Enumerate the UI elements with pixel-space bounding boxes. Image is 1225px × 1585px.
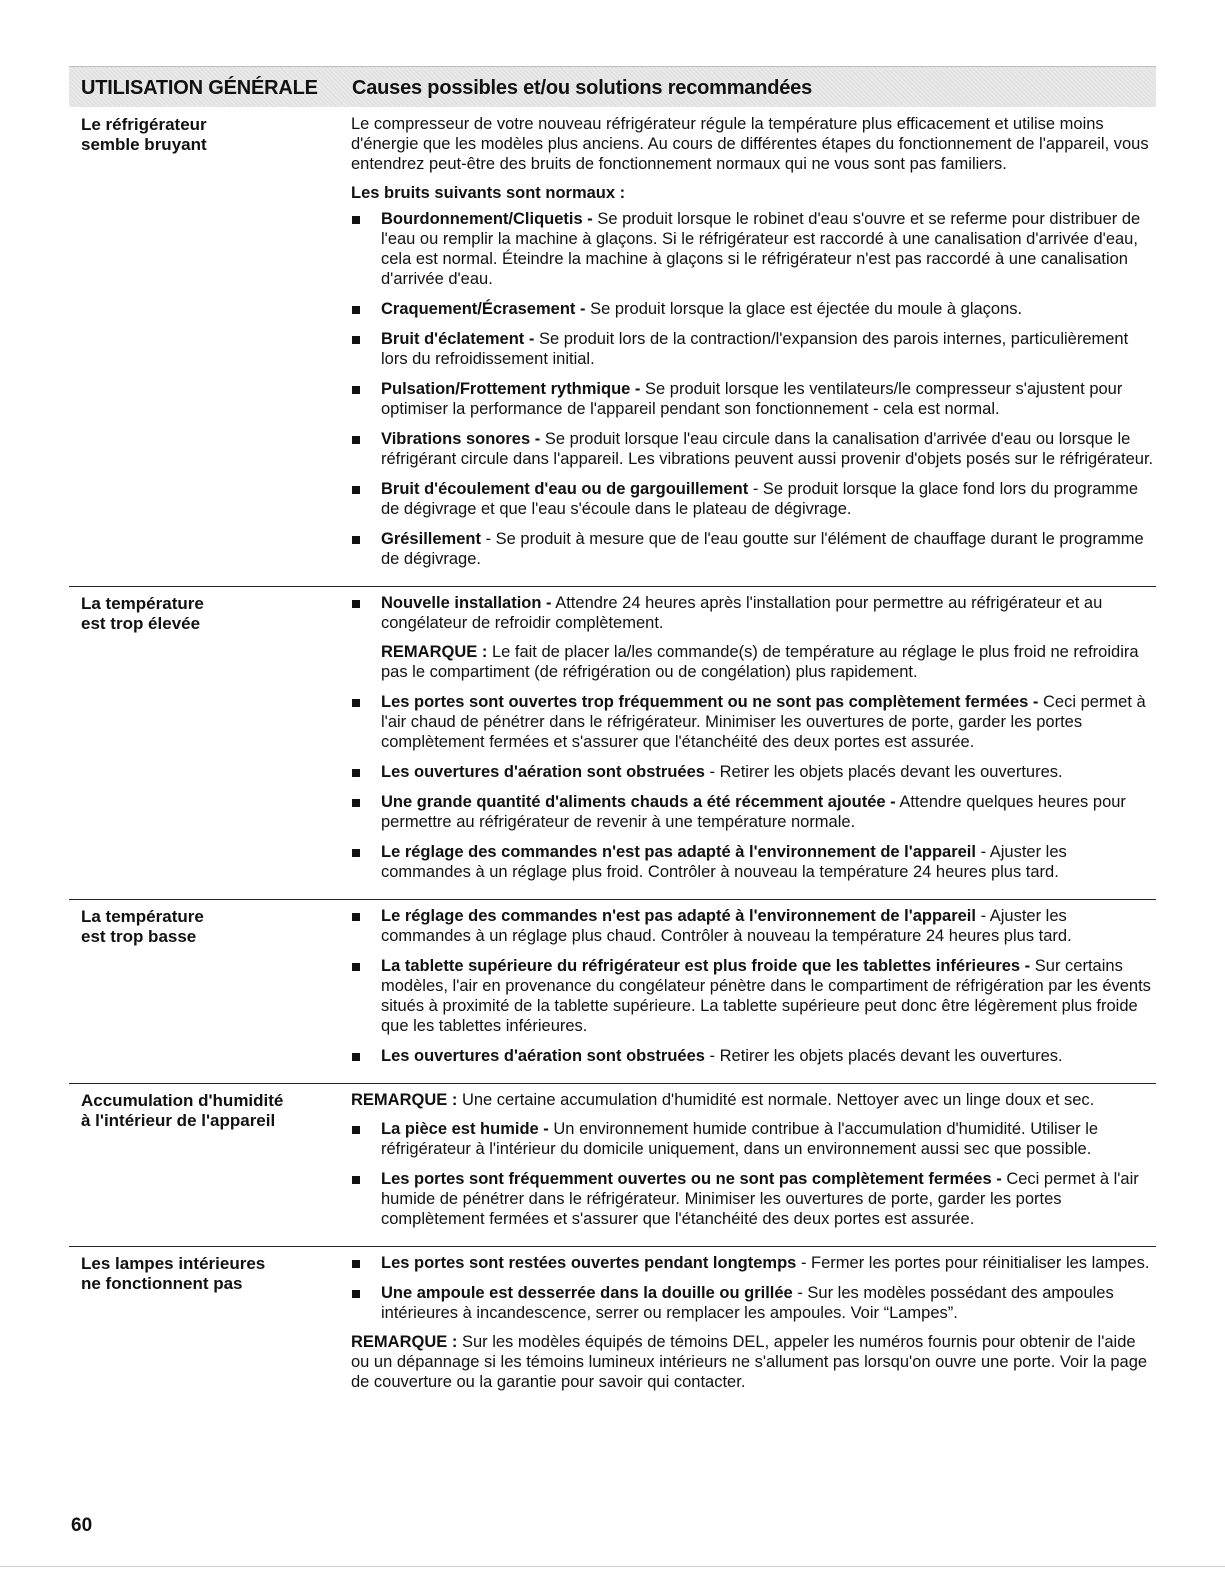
bullet-term: Le réglage des commandes n'est pas adapté à l'environnement de l'appareil xyxy=(381,843,976,861)
bullet-item xyxy=(351,529,1156,569)
bullet-text: Un environnement humide contribue à l'accumulation d'humidité. Utiliser le réfrigérateur à l'intérieur du domicile uniquement, dans un environnement aussi sec que possible. xyxy=(381,1120,1099,1158)
bullet-term: Bruit d'écoulement d'eau ou de gargouillement xyxy=(381,480,749,498)
bullet-list xyxy=(351,906,1156,1066)
problem-title xyxy=(81,594,341,634)
bullet-item xyxy=(351,1283,1156,1323)
note-text: Sur les modèles équipés de témoins DEL, appeler les numéros fournis pour obtenir de l'aide ou un dépannage si les témoins lumineux intérieurs ne s'allument pas lorsqu'on ouvre une porte. Voir la page de couverture ou la garantie pour savoir qui contacter. xyxy=(351,1333,1148,1391)
bullet-item xyxy=(351,479,1156,519)
bullet-text: Se produit lors de la contraction/l'expansion des parois internes, particulièrement lors du refroidissement initial. xyxy=(381,330,1129,368)
note-paragraph xyxy=(351,1332,1156,1392)
bullet-item xyxy=(351,842,1156,882)
bullet-item xyxy=(351,1119,1156,1159)
bullet-term: Les portes sont ouvertes trop fréquemment ou ne sont pas complètement fermées - xyxy=(381,693,1039,711)
bullet-term: Pulsation/Frottement rythmique - xyxy=(381,380,641,398)
problem-title-line: à l'intérieur de l'appareil xyxy=(81,1111,276,1130)
solution-column xyxy=(351,1090,1156,1238)
bullet-term: Le réglage des commandes n'est pas adapté à l'environnement de l'appareil xyxy=(381,907,976,925)
bullet-term: Nouvelle installation - xyxy=(381,594,552,612)
note-text: Le fait de placer la/les commande(s) de température au réglage le plus froid ne refroidira pas le compartiment (de réfrigération ou de congélation) plus rapidement. xyxy=(381,643,1139,681)
bullet-item xyxy=(351,906,1156,946)
bullet-text: Se produit lorsque la glace est éjectée du moule à glaçons. xyxy=(590,300,1023,318)
bullet-text: Ceci permet à l'air chaud de pénétrer dans le réfrigérateur. Minimiser les ouvertures de porte, garder les portes complètement fermées et s'assurer que l'étanchéité des deux portes est assurée. xyxy=(381,693,1146,751)
bullet-item xyxy=(351,593,1156,633)
bullet-term: Vibrations sonores - xyxy=(381,430,541,448)
bullet-item xyxy=(351,379,1156,419)
problem-section xyxy=(69,108,1156,586)
problem-title-line: est trop élevée xyxy=(81,614,201,633)
note-paragraph xyxy=(351,642,1156,682)
bullet-item xyxy=(351,792,1156,832)
bullet-item xyxy=(351,329,1156,369)
problem-title-line: est trop basse xyxy=(81,927,197,946)
bullet-text: - Retirer les objets placés devant les ouvertures. xyxy=(709,1047,1063,1065)
bottom-divider xyxy=(0,1566,1225,1567)
solution-column xyxy=(351,1253,1156,1392)
bullet-term: Une ampoule est desserrée dans la douille ou grillée xyxy=(381,1284,793,1302)
bullet-item xyxy=(351,299,1156,319)
bullet-text: Ceci permet à l'air humide de pénétrer dans le réfrigérateur. Minimiser les ouvertures de porte, garder les portes complètement fermées et s'assurer que l'étanchéité des deux portes est assurée. xyxy=(381,1170,1139,1228)
bullet-text: Se produit lorsque le robinet d'eau s'ouvre et se referme pour distribuer de l'eau ou remplir la machine à glaçons. Si le réfrigérateur est raccordé à une canalisation d'arrivée d'eau, cela est normal. Éteindre la machine à glaçons si le réfrigérateur n'est pas raccordé à une canalisation d'arrivée d'eau. xyxy=(381,210,1141,288)
bullet-item xyxy=(351,429,1156,469)
problem-section xyxy=(69,586,1156,899)
bullet-text: Attendre quelques heures pour permettre au réfrigérateur de revenir à une température normale. xyxy=(381,793,1126,831)
bullet-term: Les portes sont restées ouvertes pendant longtemps xyxy=(381,1254,797,1272)
header-right-title: Causes possibles et/ou solutions recommandées xyxy=(352,77,813,99)
troubleshooting-table xyxy=(69,108,1156,1409)
bullet-text: Se produit lorsque l'eau circule dans la canalisation d'arrivée d'eau ou lorsque le réfrigérant circule dans l'appareil. Les vibrations peuvent aussi provenir d'objets posés sur le réfrigérateur. xyxy=(381,430,1154,468)
problem-title-line: La température xyxy=(81,594,204,613)
note-text: Une certaine accumulation d'humidité est normale. Nettoyer avec un linge doux et sec. xyxy=(461,1091,1095,1109)
bullet-term: Les portes sont fréquemment ouvertes ou ne sont pas complètement fermées - xyxy=(381,1170,1002,1188)
bullet-item xyxy=(351,1253,1156,1273)
problem-title-line: Le réfrigérateur xyxy=(81,115,207,134)
bullet-text: - Ajuster les commandes à un réglage plus chaud. Contrôler à nouveau la température 24 heures plus tard. xyxy=(381,907,1072,945)
problem-title-line: La température xyxy=(81,907,204,926)
bullet-list xyxy=(351,692,1156,882)
bullet-term: Bourdonnement/Cliquetis - xyxy=(381,210,593,228)
bullet-text: - Se produit lorsque la glace fond lors du programme de dégivrage et que l'eau s'écoule dans le plateau de dégivrage. xyxy=(381,480,1139,518)
bullet-item xyxy=(351,762,1156,782)
table-header xyxy=(69,66,1156,107)
bullet-text: Se produit lorsque les ventilateurs/le compresseur s'ajustent pour optimiser la performance de l'appareil pendant son fonctionnement - cela est normal. xyxy=(381,380,1123,418)
bullet-list xyxy=(351,209,1156,569)
bullet-text: Attendre 24 heures après l'installation pour permettre au réfrigérateur et au congélateur de refroidir complètement. xyxy=(381,594,1103,632)
bullet-text: Sur certains modèles, l'air en provenance du congélateur pénètre dans le compartiment de réfrigération par les évents situés à proximité de la tablette supérieure. La tablette supérieure peut donc être légèrement plus froide que les tablettes inférieures. xyxy=(381,957,1151,1035)
bullet-item xyxy=(351,692,1156,752)
bullet-item xyxy=(351,1169,1156,1229)
bullet-term: Craquement/Écrasement - xyxy=(381,300,586,318)
bullet-item xyxy=(351,209,1156,289)
problem-section xyxy=(69,1246,1156,1409)
subheading: Les bruits suivants sont normaux : xyxy=(351,184,626,202)
solution-column xyxy=(351,593,1156,891)
bullet-list xyxy=(351,1253,1156,1323)
problem-title xyxy=(81,907,341,947)
note-label: REMARQUE : xyxy=(351,1333,458,1351)
solution-column xyxy=(351,906,1156,1075)
bullet-term: Une grande quantité d'aliments chauds a été récemment ajoutée - xyxy=(381,793,896,811)
bullet-text: - Fermer les portes pour réinitialiser les lampes. xyxy=(800,1254,1150,1272)
problem-title-line: ne fonctionnent pas xyxy=(81,1274,243,1293)
bullet-item xyxy=(351,956,1156,1036)
bullet-term: Grésillement xyxy=(381,530,481,548)
problem-title-line: Accumulation d'humidité xyxy=(81,1091,284,1110)
bullet-list xyxy=(351,593,1156,633)
paragraph: Le compresseur de votre nouveau réfrigérateur régule la température plus efficacement et utilise moins d'énergie que les modèles plus anciens. Au cours de différentes étapes du fonctionnement de l'appareil, vous entendrez peut-être des bruits de fonctionnement normaux qui ne vous sont pas familiers. xyxy=(351,115,1149,173)
bullet-term: Bruit d'éclatement - xyxy=(381,330,535,348)
problem-title-line: Les lampes intérieures xyxy=(81,1254,266,1273)
note-label: REMARQUE : xyxy=(351,1091,458,1109)
bullet-text: - Retirer les objets placés devant les ouvertures. xyxy=(709,763,1063,781)
page-number: 60 xyxy=(71,1515,93,1536)
problem-section xyxy=(69,1083,1156,1246)
note-label: REMARQUE : xyxy=(381,643,488,661)
bullet-text: - Se produit à mesure que de l'eau goutte sur l'élément de chauffage durant le programme de dégivrage. xyxy=(381,530,1144,568)
bullet-item xyxy=(351,1046,1156,1066)
bullet-list xyxy=(351,1119,1156,1229)
bullet-text: - Ajuster les commandes à un réglage plus froid. Contrôler à nouveau la température 24 heures plus tard. xyxy=(381,843,1067,881)
problem-title xyxy=(81,1254,341,1294)
problem-title xyxy=(81,1091,341,1131)
solution-column xyxy=(351,114,1156,578)
bullet-term: Les ouvertures d'aération sont obstruées xyxy=(381,1047,705,1065)
bullet-term: La pièce est humide - xyxy=(381,1120,549,1138)
note-paragraph xyxy=(351,1090,1156,1110)
bullet-text: - Sur les modèles possédant des ampoules intérieures à incandescence, serrer ou remplacer les ampoules. Voir “Lampes”. xyxy=(381,1284,1114,1322)
bullet-term: La tablette supérieure du réfrigérateur est plus froide que les tablettes inférieures - xyxy=(381,957,1031,975)
problem-title-line: semble bruyant xyxy=(81,135,207,154)
problem-title xyxy=(81,115,341,155)
problem-section xyxy=(69,899,1156,1083)
header-left-title: UTILISATION GÉNÉRALE xyxy=(81,77,318,99)
bullet-term: Les ouvertures d'aération sont obstruées xyxy=(381,763,705,781)
